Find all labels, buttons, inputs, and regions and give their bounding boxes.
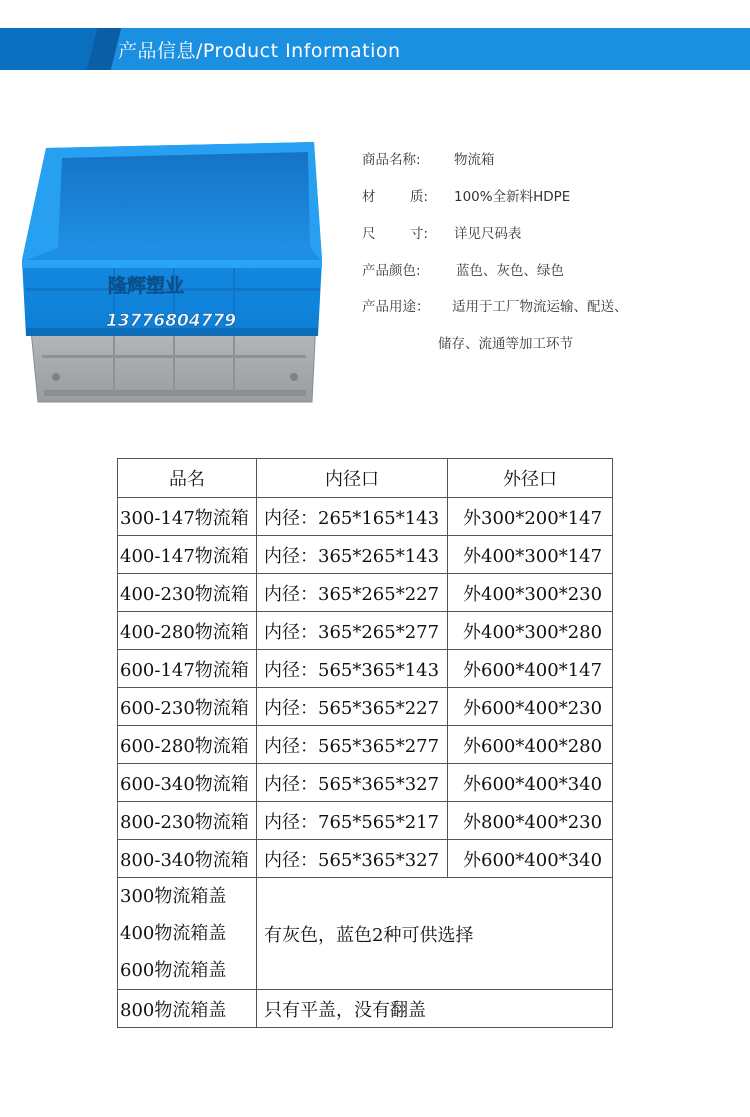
table-cell: 外600*400*280: [448, 726, 613, 764]
table-cell: 内径：565*365*143: [257, 650, 448, 688]
table-cell: 外400*300*280: [448, 612, 613, 650]
info-label: 商品名称:: [362, 152, 421, 168]
table-cell: 外600*400*147: [448, 650, 613, 688]
column-header: 外径口: [448, 459, 613, 498]
table-cell: 外400*300*230: [448, 574, 613, 612]
watermark-brand: 隆辉塑业: [108, 275, 185, 297]
table-cell: 内径：565*365*227: [257, 688, 448, 726]
table-cell: 外600*400*230: [448, 688, 613, 726]
table-cell: 800物流箱盖: [118, 990, 257, 1028]
table-cell: 内径：365*265*227: [257, 574, 448, 612]
table-cell: 外300*200*147: [448, 498, 613, 536]
table-cell: 600-230物流箱: [118, 688, 257, 726]
table-cell: 内径：565*365*327: [257, 764, 448, 802]
table-row: [118, 574, 613, 612]
table-cell: 内径：265*165*143: [257, 498, 448, 536]
table-row: [118, 650, 613, 688]
table-cell: 800-230物流箱: [118, 802, 257, 840]
lid-name: 300物流箱盖: [120, 886, 227, 907]
info-row-name: [362, 148, 495, 170]
lid-name: 400物流箱盖: [120, 923, 227, 944]
info-value: 适用于工厂物流运输、配送、: [452, 299, 628, 315]
table-row-last: [118, 990, 613, 1028]
info-value: 储存、流通等加工环节: [438, 336, 573, 352]
info-value: 蓝色、灰色、绿色: [456, 263, 564, 279]
table-cell: 外600*400*340: [448, 764, 613, 802]
table-row: [118, 726, 613, 764]
table-cell: 400-280物流箱: [118, 612, 257, 650]
table-cell: 内径：365*265*277: [257, 612, 448, 650]
header-accent: [0, 28, 102, 70]
info-label: 寸:: [410, 226, 429, 242]
table-cell: 内径：365*265*143: [257, 536, 448, 574]
table-header-row: [118, 459, 613, 498]
info-value: 物流箱: [454, 152, 495, 168]
table-cell: 外600*400*340: [448, 840, 613, 878]
table-cell: 外400*300*147: [448, 536, 613, 574]
info-value: 详见尺码表: [454, 226, 522, 242]
table-row: [118, 802, 613, 840]
table-cell: 600-147物流箱: [118, 650, 257, 688]
table-cell: 600-280物流箱: [118, 726, 257, 764]
table-row: [118, 840, 613, 878]
lid-note: 只有平盖，没有翻盖: [257, 990, 613, 1028]
table-cell: 内径：565*365*327: [257, 840, 448, 878]
table-cell: 600-340物流箱: [118, 764, 257, 802]
info-value: 100%全新料HDPE: [454, 189, 571, 205]
section-header: [0, 28, 750, 70]
table-cell: 外800*400*230: [448, 802, 613, 840]
table-cell: 内径：565*365*277: [257, 726, 448, 764]
table-row: [118, 498, 613, 536]
info-row-color: [362, 259, 564, 281]
info-row-material: [362, 185, 571, 207]
info-label: 产品用途：: [362, 299, 430, 315]
table-cell: 内径：765*565*217: [257, 802, 448, 840]
product-photo: [18, 140, 332, 410]
table-row-lids: [118, 878, 613, 990]
column-header: 品名: [118, 459, 257, 498]
table-row: [118, 536, 613, 574]
table-cell: [118, 878, 257, 990]
table-cell: 800-340物流箱: [118, 840, 257, 878]
info-row-usage: [362, 295, 628, 317]
size-table: [117, 458, 613, 1028]
column-header: 内径口: [257, 459, 448, 498]
table-row: [118, 764, 613, 802]
table-row: [118, 688, 613, 726]
section-title: 产品信息/Product Information: [118, 40, 401, 62]
info-label: 尺: [362, 226, 376, 242]
crate-illustration: [18, 140, 332, 410]
info-label: 质:: [410, 189, 429, 205]
info-label: 材: [362, 189, 376, 205]
info-label: 产品颜色:: [362, 263, 421, 279]
info-row-size: [362, 222, 522, 244]
table-cell: 400-230物流箱: [118, 574, 257, 612]
lid-name: 600物流箱盖: [120, 960, 227, 981]
table-cell: 300-147物流箱: [118, 498, 257, 536]
watermark-phone: 13776804779: [106, 311, 237, 331]
lid-note: 有灰色，蓝色2种可供选择: [257, 878, 613, 990]
table-row: [118, 612, 613, 650]
table-cell: 400-147物流箱: [118, 536, 257, 574]
